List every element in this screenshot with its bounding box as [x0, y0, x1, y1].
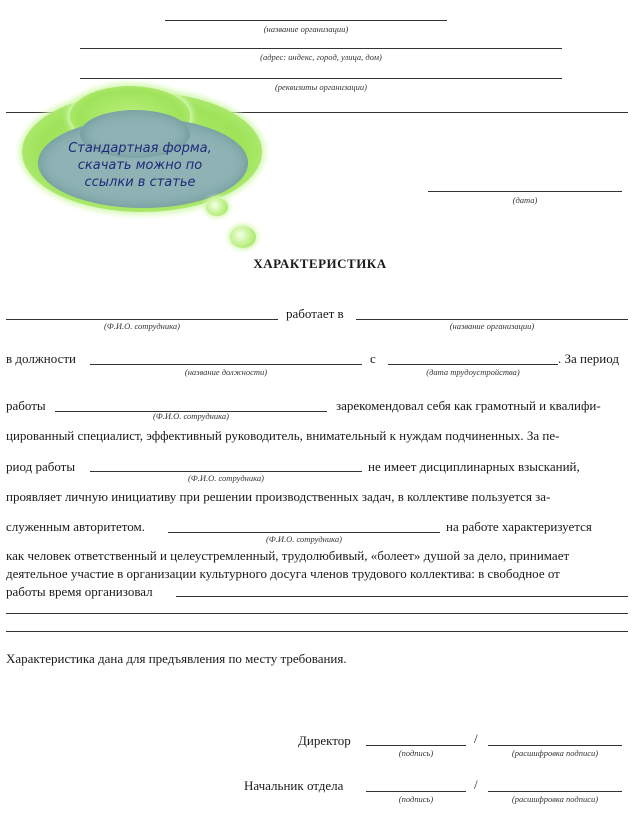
org-name-caption: (название организации) — [263, 24, 349, 34]
fio-line-3 — [90, 471, 362, 472]
extra-line-2 — [6, 631, 628, 632]
body-line-3: цированный специалист, эффективный руководитель, внимательный к нуждам подчиненных. За пе- — [6, 428, 560, 443]
cloud-text-line2: скачать можно по — [77, 158, 203, 173]
fio-caption-2: (Ф.И.О. сотрудника) — [153, 411, 229, 421]
body-line-8: деятельное участие в организации культурного досуга членов трудового коллектива: в свободное от — [6, 566, 560, 581]
cloud-text-line1: Стандартная форма, — [68, 141, 212, 156]
for-period-text: . За период — [558, 351, 619, 366]
position-prefix: в должности — [6, 351, 76, 366]
body-line-9: работы время организовал — [6, 584, 153, 599]
director-decryption-line — [488, 745, 622, 746]
requisites-line — [80, 78, 562, 79]
head-slash: / — [474, 777, 478, 792]
cloud-bubble-small — [230, 226, 256, 248]
date-line — [428, 191, 622, 192]
recommended-text: зарекомендовал себя как грамотный и квалифи- — [336, 398, 601, 413]
director-decryption-caption: (расшифровка подписи) — [511, 748, 599, 758]
at-work-text: на работе характеризуется — [446, 519, 592, 534]
org-name-line — [165, 20, 447, 21]
from-text: с — [370, 351, 376, 366]
address-line — [80, 48, 562, 49]
fio-line-1 — [6, 319, 278, 320]
period-work-text: риод работы — [6, 459, 76, 474]
cloud-text-line3: ссылки в статье — [84, 175, 196, 190]
hire-date-line — [388, 364, 558, 365]
hire-date-caption: (дата трудоустройства) — [426, 367, 520, 377]
address-caption: (адрес: индекс, город, улица, дом) — [260, 52, 382, 62]
director-label: Директор — [298, 733, 351, 748]
date-caption: (дата) — [512, 195, 538, 205]
cloud-bubble-large — [206, 198, 228, 216]
director-signature-line — [366, 745, 466, 746]
body-line-7: как человек ответственный и целеустремленный, трудолюбивый, «болеет» душой за дело, принимает — [6, 548, 570, 563]
org-line-body — [356, 319, 628, 320]
organized-line — [176, 596, 628, 597]
position-line — [90, 364, 362, 365]
director-slash: / — [474, 731, 478, 746]
head-dept-label: Начальник отдела — [244, 778, 344, 793]
fio-line-4 — [168, 532, 440, 533]
cloud-text — [40, 140, 240, 191]
head-signature-caption: (подпись) — [398, 794, 434, 804]
position-caption: (название должности) — [184, 367, 268, 377]
director-signature-caption: (подпись) — [398, 748, 434, 758]
line6-prefix: служенным авторитетом. — [6, 519, 146, 534]
purpose-text: Характеристика дана для предъявления по месту требования. — [6, 651, 347, 666]
work-text: работы — [6, 398, 46, 413]
head-decryption-line — [488, 791, 622, 792]
document-title: ХАРАКТЕРИСТИКА — [253, 256, 387, 271]
extra-line-1 — [6, 613, 628, 614]
fio-caption-1: (Ф.И.О. сотрудника) — [104, 321, 180, 331]
fio-caption-4: (Ф.И.О. сотрудника) — [266, 534, 342, 544]
requisites-caption: (реквизиты организации) — [274, 82, 368, 92]
works-in-text: работает в — [286, 306, 344, 321]
head-signature-line — [366, 791, 466, 792]
org-caption-body: (название организации) — [449, 321, 535, 331]
body-line-5: проявляет личную инициативу при решении производственных задач, в коллективе пользуется за- — [6, 489, 551, 504]
fio-caption-3: (Ф.И.О. сотрудника) — [188, 473, 264, 483]
head-decryption-caption: (расшифровка подписи) — [511, 794, 599, 804]
no-penalties-text: не имеет дисциплинарных взысканий, — [368, 459, 580, 474]
